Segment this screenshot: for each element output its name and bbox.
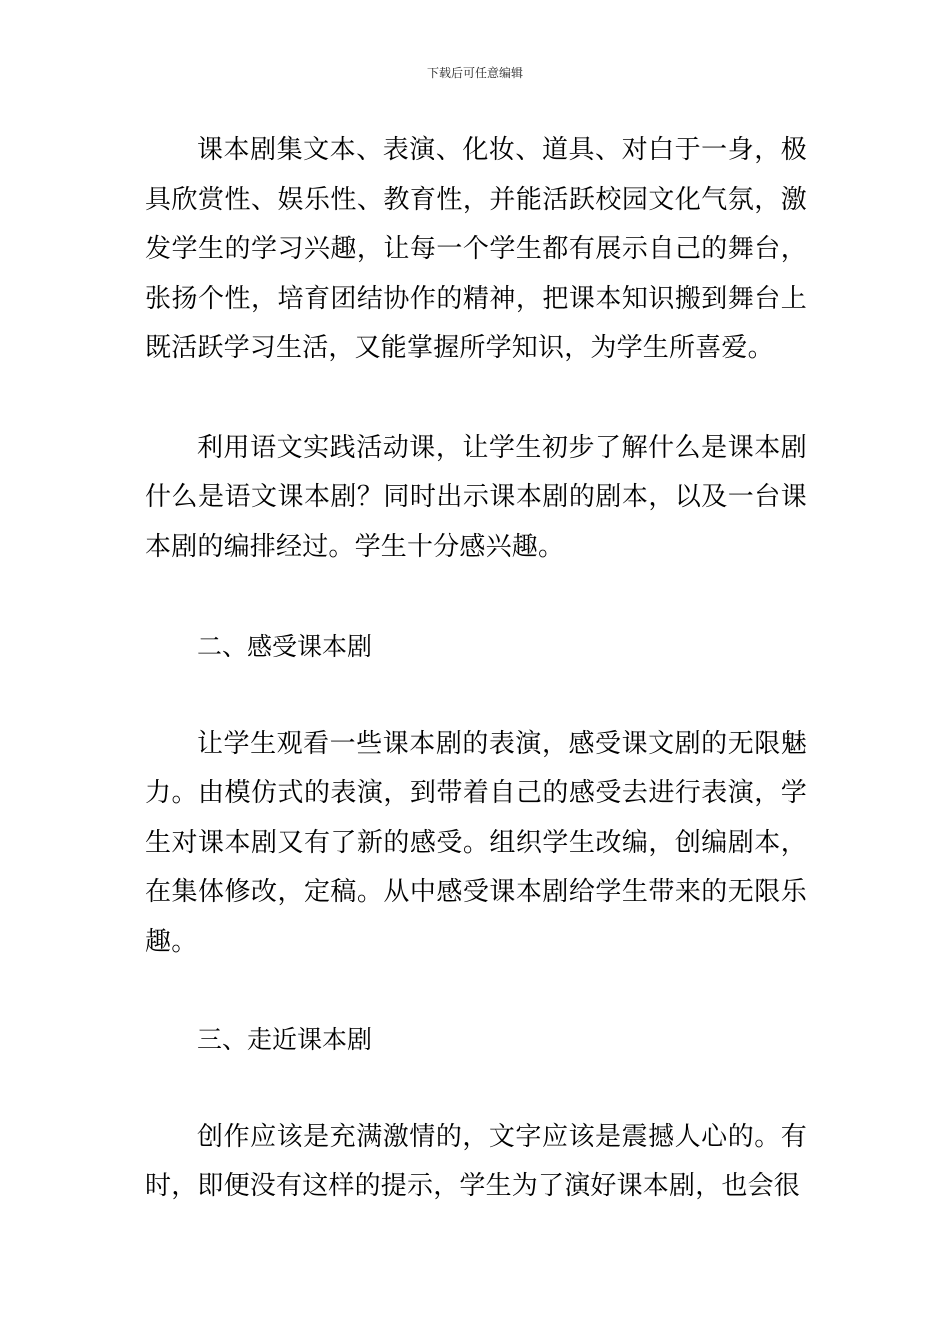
paragraph-intro: 课本剧集文本、表演、化妆、道具、对白于一身，极具欣赏性、娱乐性、教育性，并能活跃校园文化气氛，激发学生的学习兴趣，让每一个学生都有展示自己的舞台，张扬个性，培育团结协作的精神，把课本知识搬到舞台上既活跃学习生活，又能掌握所学知识，为学生所喜爱。	[145, 135, 807, 363]
section-heading-approach: 三、走近课本剧	[197, 1025, 373, 1054]
paragraph-practice-class: 利用语文实践活动课，让学生初步了解什么是课本剧什么是语文课本剧？同时出示课本剧的剧本，以及一台课本剧的编排经过。学生十分感兴趣。	[145, 432, 807, 562]
document-body	[145, 126, 807, 1212]
paragraph-creation: 创作应该是充满激情的，文字应该是震撼人心的。有时，即便没有这样的提示，学生为了演好课本剧，也会很	[145, 1121, 807, 1201]
page-header: 下载后可任意编辑	[426, 66, 523, 80]
section-heading-feel: 二、感受课本剧	[197, 632, 373, 661]
paragraph-watch-performance: 让学生观看一些课本剧的表演，感受课文剧的无限魅力。由模仿式的表演，到带着自己的感受去进行表演，学生对课本剧又有了新的感受。组织学生改编，创编剧本，在集体修改，定稿。从中感受课本剧给学生带来的无限乐趣。	[145, 728, 807, 957]
